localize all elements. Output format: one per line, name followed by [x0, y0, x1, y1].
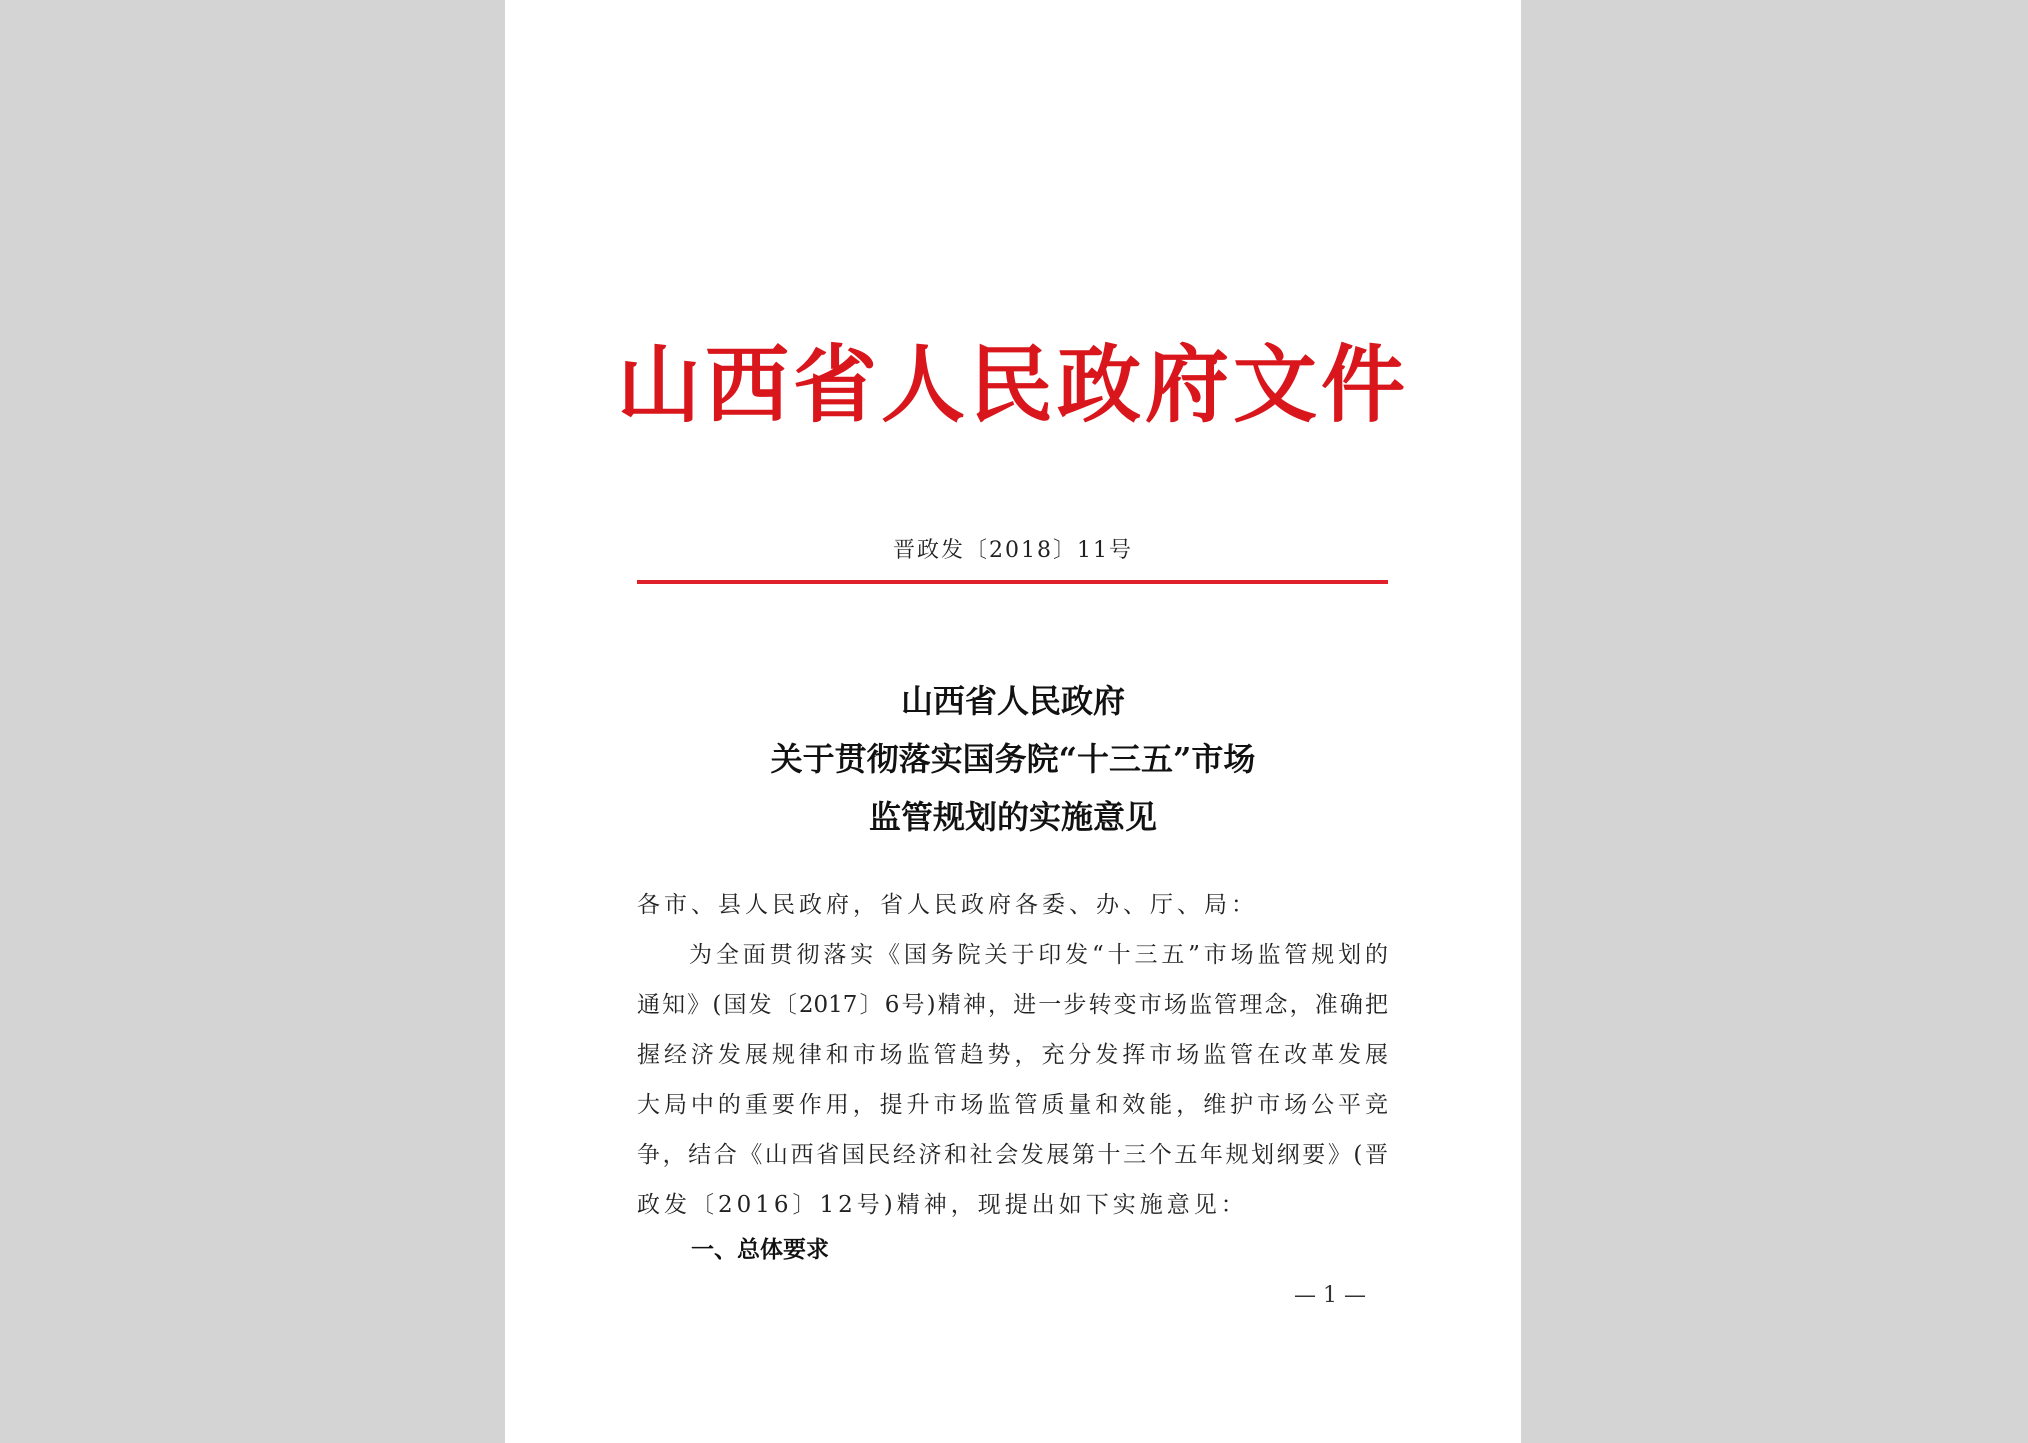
document-page — [505, 0, 1521, 1443]
issuer-header-title: 山西省人民政府文件 — [616, 335, 1409, 434]
red-divider-line — [637, 580, 1388, 584]
body-line-5: 争，结合《山西省国民经济和社会发展第十三个五年规划纲要》(晋 — [637, 1142, 1388, 1168]
document-title-line-2: 关于贯彻落实国务院“十三五”市场 — [770, 740, 1256, 778]
page-number: — 1 — — [1294, 1283, 1366, 1308]
body-line-2: 通知》(国发〔2017〕6号)精神，进一步转变市场监管理念，准确把 — [637, 992, 1388, 1018]
salutation: 各市、县人民政府，省人民政府各委、办、厅、局： — [637, 892, 1258, 918]
body-paragraph — [637, 930, 1388, 1230]
document-number: 晋政发〔2018〕11号 — [893, 538, 1133, 563]
body-line-4: 大局中的重要作用，提升市场监管质量和效能，维护市场公平竞 — [637, 1092, 1388, 1118]
document-title — [505, 672, 1521, 846]
document-title-line-1: 山西省人民政府 — [900, 682, 1125, 720]
body-line-1: 为全面贯彻落实《国务院关于印发“十三五”市场监管规划的 — [689, 942, 1388, 968]
body-line-3: 握经济发展规律和市场监管趋势，充分发挥市场监管在改革发展 — [637, 1042, 1388, 1068]
section-heading: 一、总体要求 — [691, 1237, 829, 1263]
document-title-line-3: 监管规划的实施意见 — [868, 798, 1157, 836]
body-line-6: 政发〔2016〕12号)精神，现提出如下实施意见： — [637, 1192, 1248, 1218]
